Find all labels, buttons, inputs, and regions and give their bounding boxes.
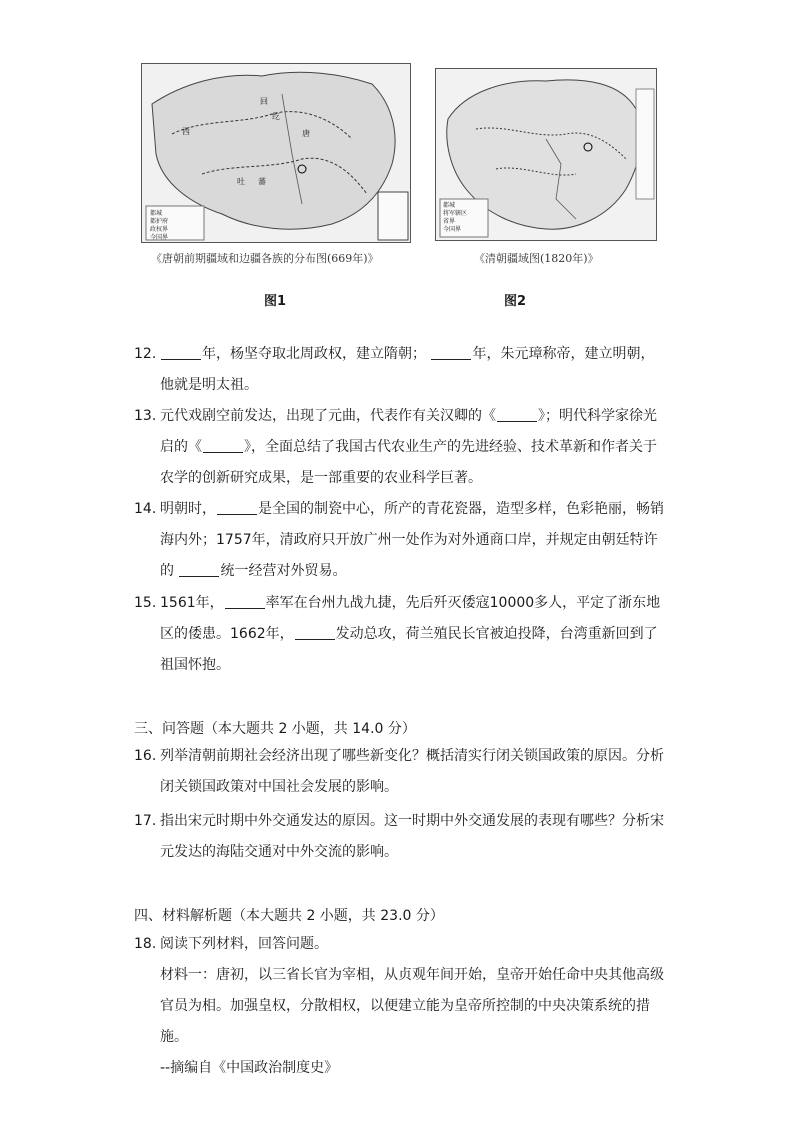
map1-caption: 《唐朝前期疆域和边疆各族的分布图(669年)》 bbox=[151, 252, 379, 265]
map2-caption: 《清朝疆域图(1820年)》 bbox=[474, 252, 599, 265]
question-text: 列举清朝前期社会经济出现了哪些新变化？概括清实行闭关锁国政策的原因。分析 bbox=[160, 748, 664, 764]
answer-blank[interactable] bbox=[497, 407, 537, 422]
legend-item: 政权界 bbox=[150, 226, 169, 233]
question-18 bbox=[134, 929, 664, 1084]
question-text: 统一经营对外贸易。 bbox=[220, 563, 347, 579]
question-text: 启的《 bbox=[160, 439, 202, 455]
legend-item: 今国界 bbox=[443, 226, 462, 233]
tang-map-figure bbox=[141, 63, 411, 243]
legend-item: 都护府 bbox=[150, 218, 169, 225]
tang-map-image bbox=[142, 64, 410, 242]
question-15 bbox=[134, 588, 664, 681]
question-text: 农学的创新研究成果，是一部重要的农业科学巨著。 bbox=[160, 470, 482, 486]
svg-text:回: 回 bbox=[260, 97, 268, 106]
question-text: 年，朱元璋称帝，建立明朝， bbox=[472, 346, 655, 362]
legend-item: 今国界 bbox=[150, 234, 169, 241]
question-number: 13. bbox=[134, 408, 157, 424]
map2-legend bbox=[443, 202, 467, 234]
question-text: 的 bbox=[160, 563, 179, 579]
legend-item: 省界 bbox=[443, 218, 456, 225]
question-text: 闭关锁国政策对中国社会发展的影响。 bbox=[160, 779, 398, 795]
question-text: 阅读下列材料，回答问题。 bbox=[160, 936, 328, 952]
question-number: 16. bbox=[134, 748, 157, 764]
question-text: 他就是明太祖。 bbox=[160, 377, 258, 393]
answer-blank[interactable] bbox=[225, 594, 265, 609]
question-text: 》；明代科学家徐光 bbox=[538, 408, 657, 424]
question-text: 元代戏剧空前发达，出现了元曲，代表作有关汉卿的《 bbox=[160, 408, 496, 424]
question-number: 14. bbox=[134, 501, 157, 517]
material-text: 材料一：唐初，以三省长官为宰相，从贞观年间开始，皇帝开始任命中央其他高级 bbox=[160, 967, 664, 983]
material-text: 官员为相。加强皇权，分散相权，以便建立能为皇帝所控制的中央决策系统的措施。 bbox=[160, 998, 650, 1045]
question-13 bbox=[134, 401, 664, 494]
legend-item: 都城 bbox=[150, 210, 163, 217]
question-text: 1561年， bbox=[160, 595, 224, 611]
qing-map-image bbox=[436, 69, 656, 240]
answer-blank[interactable] bbox=[217, 500, 257, 515]
figure-2-label: 图2 bbox=[504, 294, 527, 309]
question-17 bbox=[134, 806, 664, 868]
answer-blank[interactable] bbox=[431, 345, 471, 360]
figure-1-label: 图1 bbox=[264, 294, 287, 309]
question-number: 12. bbox=[134, 346, 157, 362]
question-text: 年，杨坚夺取北周政权，建立隋朝； bbox=[202, 346, 426, 362]
svg-text:西: 西 bbox=[182, 127, 190, 136]
svg-text:吐: 吐 bbox=[237, 177, 245, 186]
question-text: 明朝时， bbox=[160, 501, 216, 517]
legend-item: 都城 bbox=[443, 202, 456, 209]
question-12 bbox=[134, 339, 664, 401]
question-text: 发动总攻，荷兰殖民长官被迫投降，台湾重新回到了 bbox=[335, 626, 658, 642]
question-text: 区的倭患。1662年， bbox=[160, 626, 294, 642]
map1-legend bbox=[150, 210, 168, 242]
answer-blank[interactable] bbox=[203, 438, 243, 453]
question-14 bbox=[134, 494, 664, 587]
answer-blank[interactable] bbox=[295, 625, 335, 640]
question-text: 指出宋元时期中外交通发达的原因。这一时期中外交通发展的表现有哪些？分析宋 bbox=[160, 813, 664, 829]
question-text: 海内外；1757年，清政府只开放广州一处作为对外通商口岸，并规定由朝廷特许 bbox=[160, 532, 658, 548]
section-4-title: 四、材料解析题（本大题共 2 小题，共 23.0 分） bbox=[134, 908, 444, 924]
svg-text:纥: 纥 bbox=[272, 112, 280, 121]
answer-blank[interactable] bbox=[179, 562, 219, 577]
answer-blank[interactable] bbox=[161, 345, 201, 360]
svg-text:唐: 唐 bbox=[302, 129, 310, 138]
material-source: --摘编自《中国政治制度史》 bbox=[160, 1060, 339, 1076]
question-text: 元发达的海陆交通对中外交流的影响。 bbox=[160, 844, 398, 860]
question-text: 率军在台州九战九捷，先后歼灭倭寇10000多人，平定了浙东地 bbox=[265, 595, 661, 611]
legend-item: 将军辖区 bbox=[443, 210, 468, 217]
qing-map-figure bbox=[435, 68, 657, 241]
svg-text:蕃: 蕃 bbox=[258, 177, 266, 186]
question-text: 是全国的制瓷中心，所产的青花瓷器，造型多样，色彩艳丽，畅销 bbox=[258, 501, 664, 517]
question-text: 祖国怀抱。 bbox=[160, 657, 230, 673]
question-16 bbox=[134, 741, 664, 803]
question-text: 》，全面总结了我国古代农业生产的先进经验、技术革新和作者关于 bbox=[244, 439, 657, 455]
question-number: 18. bbox=[134, 936, 157, 952]
question-number: 17. bbox=[134, 813, 157, 829]
question-number: 15. bbox=[134, 595, 157, 611]
section-3-title: 三、问答题（本大题共 2 小题，共 14.0 分） bbox=[134, 721, 416, 737]
